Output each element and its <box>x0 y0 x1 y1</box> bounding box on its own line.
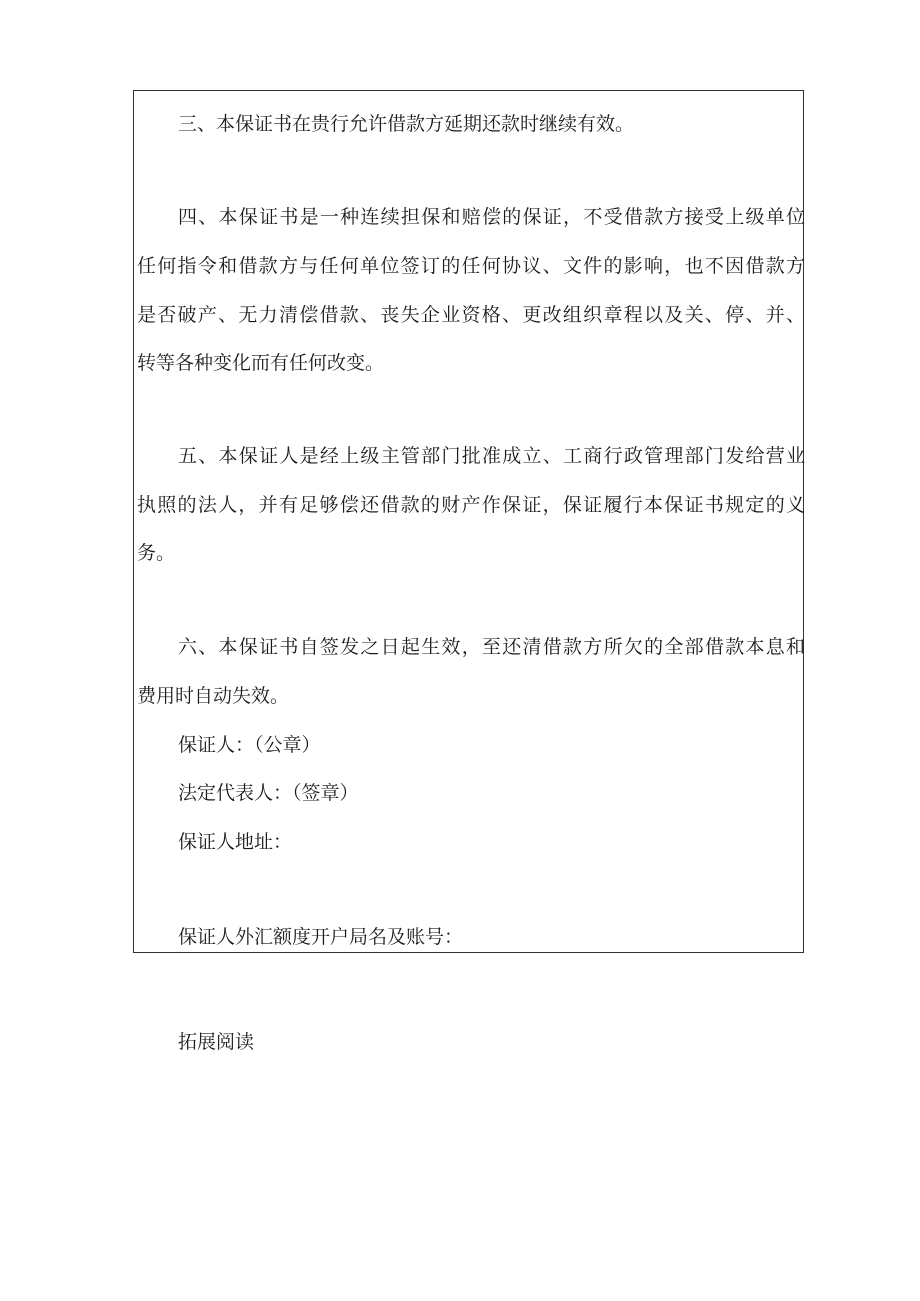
clause-5-line-1: 五、本保证人是经上级主管部门批准成立、工商行政管理部门发给营业 <box>178 445 805 467</box>
clause-5-line-2: 执照的法人，并有足够偿还借款的财产作保证，保证履行本保证书规定的义 <box>137 494 805 516</box>
clause-4-line-4: 转等各种变化而有任何改变。 <box>137 352 385 374</box>
guarantor-seal-label: 保证人：（公章） <box>178 734 321 756</box>
legal-representative-label: 法定代表人：（签章） <box>178 782 359 804</box>
guarantor-account-label: 保证人外汇额度开户局名及账号： <box>178 926 464 948</box>
clause-4-line-1: 四、本保证书是一种连续担保和赔偿的保证，不受借款方接受上级单位 <box>178 206 805 228</box>
clause-6-line-2: 费用时自动失效。 <box>137 685 290 707</box>
clause-4-line-3: 是否破产、无力清偿借款、丧失企业资格、更改组织章程以及关、停、并、 <box>137 304 805 326</box>
guarantor-address-label: 保证人地址： <box>178 831 293 853</box>
extended-reading-heading: 拓展阅读 <box>178 1031 255 1053</box>
clause-6-line-1: 六、本保证书自签发之日起生效，至还清借款方所欠的全部借款本息和 <box>178 636 805 658</box>
clause-5-line-3: 务。 <box>137 542 176 564</box>
clause-4-line-2: 任何指令和借款方与任何单位签订的任何协议、文件的影响，也不因借款方 <box>137 255 805 277</box>
clause-3-line-1: 三、本保证书在贵行允许借款方延期还款时继续有效。 <box>178 113 635 135</box>
